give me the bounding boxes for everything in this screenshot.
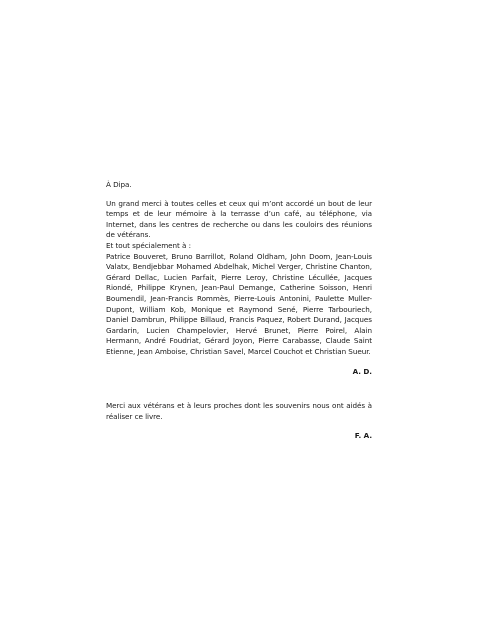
thanks-intro: Un grand merci à toutes celles et ceux qui m’ont accordé un bout de leur temps et de leur mémoire à la terrasse d’un café, au téléphone, via Internet, dans les centres de recherche ou dans les couloirs des réunions de vétérans. bbox=[106, 198, 372, 240]
thanks-names: Patrice Bouveret, Bruno Barrillot, Roland Oldham, John Doom, Jean-Louis Valatx, Bendjebbar Mohamed Abdelhak, Michel Verger, Christine Chanton, Gérard Dellac, Lucien Parfait, Pierre Leroy, Christine Lécullée, Jacques Riondé, Philippe Krynen, Jean-Paul Demange, Catherine Soisson, Henri Boumendil, Jean-Francis Rommès, Pierre-Louis Antonini, Paulette Muller-Dupont, William Kob, Monique et Raymond Sené, Pierre Tarbouriech, Daniel Dambrun, Philippe Billaud, Francis Paquez, Robert Durand, Jacques Gardarin, Lucien Champelovier, Hervé Brunet, Pierre Poirel, Alain Hermann, André Foudriat, Gérard Joyon, Pierre Carabasse, Claude Saint Etienne, Jean Amboise, Christian Savel, Marcel Couchot et Christian Sueur. bbox=[106, 251, 372, 356]
signature-ad: A. D. bbox=[352, 366, 372, 376]
section-spacer bbox=[106, 377, 372, 401]
signature-fa: F. A. bbox=[354, 431, 372, 441]
page-content bbox=[106, 180, 372, 442]
thanks-lead: Et tout spécialement à : bbox=[106, 240, 192, 250]
second-thanks-section bbox=[106, 401, 372, 442]
thanks-section bbox=[106, 199, 372, 378]
second-thanks-text: Merci aux vétérans et à leurs proches dont les souvenirs nous ont aidés à réaliser ce livre. bbox=[106, 401, 372, 421]
dedication: À Dipa. bbox=[106, 180, 132, 189]
